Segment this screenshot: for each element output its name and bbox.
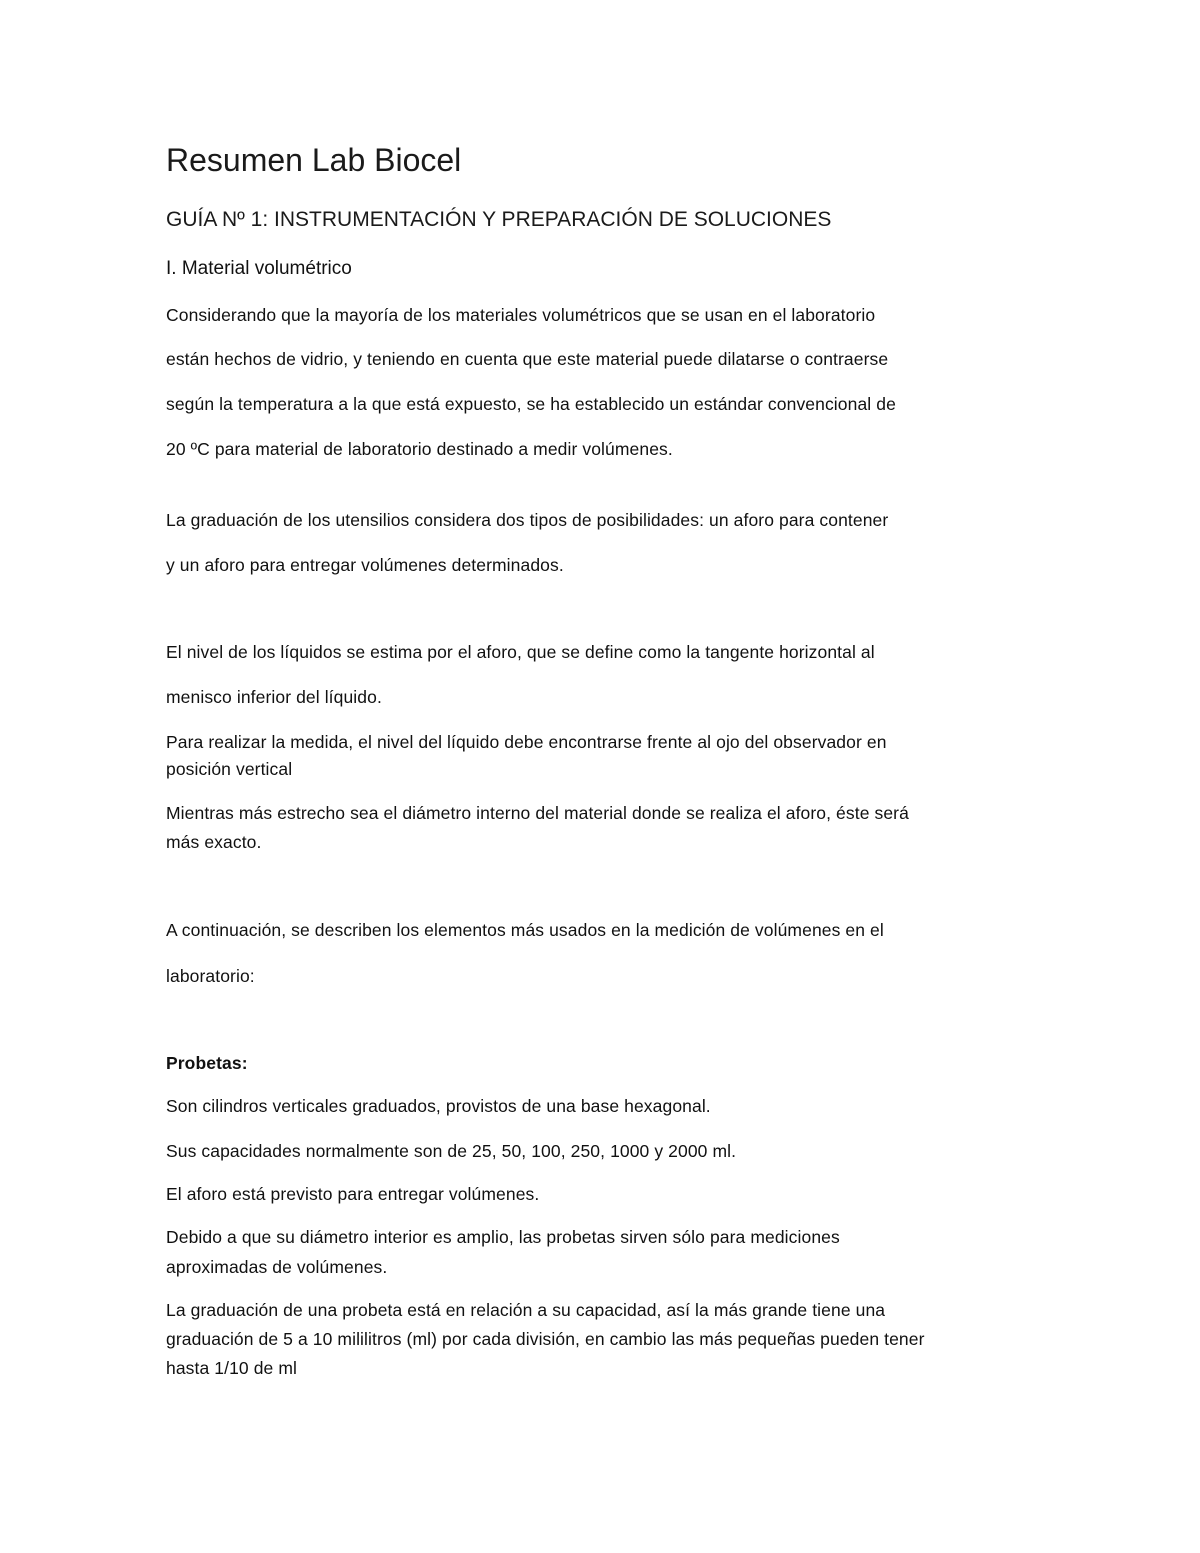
section-heading: I. Material volumétrico [166, 258, 352, 279]
paragraph-line: Para realizar la medida, el nivel del líquido debe encontrarse frente al ojo del observador en [166, 732, 887, 752]
paragraph-line: Sus capacidades normalmente son de 25, 50, 100, 250, 1000 y 2000 ml. [166, 1141, 737, 1161]
paragraph-line: aproximadas de volúmenes. [166, 1257, 388, 1277]
paragraph-line: A continuación, se describen los elementos más usados en la medición de volúmenes en el [166, 920, 884, 940]
paragraph-line: posición vertical [166, 759, 293, 779]
paragraph-line: El aforo está previsto para entregar volúmenes. [166, 1184, 540, 1204]
paragraph-line: graduación de 5 a 10 mililitros (ml) por cada división, en cambio las más pequeñas pueden tener [166, 1329, 925, 1349]
paragraph-line: laboratorio: [166, 966, 255, 986]
paragraph-line: La graduación de los utensilios considera dos tipos de posibilidades: un aforo para contener [166, 510, 889, 530]
paragraph-line: Mientras más estrecho sea el diámetro interno del material donde se realiza el aforo, éste será [166, 803, 909, 823]
paragraph-line: El nivel de los líquidos se estima por el aforo, que se define como la tangente horizontal al [166, 642, 875, 662]
paragraph-line: Debido a que su diámetro interior es amplio, las probetas sirven sólo para mediciones [166, 1227, 840, 1247]
paragraph-line: Considerando que la mayoría de los materiales volumétricos que se usan en el laboratorio [166, 305, 876, 325]
paragraph-line: hasta 1/10 de ml [166, 1358, 297, 1378]
paragraph-line: y un aforo para entregar volúmenes determinados. [166, 555, 564, 575]
paragraph-line: La graduación de una probeta está en relación a su capacidad, así la más grande tiene una [166, 1300, 886, 1320]
paragraph-line: están hechos de vidrio, y teniendo en cuenta que este material puede dilatarse o contraerse [166, 349, 889, 369]
paragraph-line: menisco inferior del líquido. [166, 687, 382, 707]
paragraph-line: más exacto. [166, 832, 262, 852]
document-title: Resumen Lab Biocel [166, 142, 462, 178]
paragraph-line: según la temperatura a la que está expuesto, se ha establecido un estándar convencional de [166, 394, 896, 414]
document-subtitle: GUÍA Nº 1: INSTRUMENTACIÓN Y PREPARACIÓN DE SOLUCIONES [166, 208, 832, 231]
paragraph-line: 20 ºC para material de laboratorio destinado a medir volúmenes. [166, 439, 673, 459]
paragraph-line: Son cilindros verticales graduados, provistos de una base hexagonal. [166, 1096, 711, 1116]
subsection-heading-probetas: Probetas: [166, 1053, 248, 1073]
